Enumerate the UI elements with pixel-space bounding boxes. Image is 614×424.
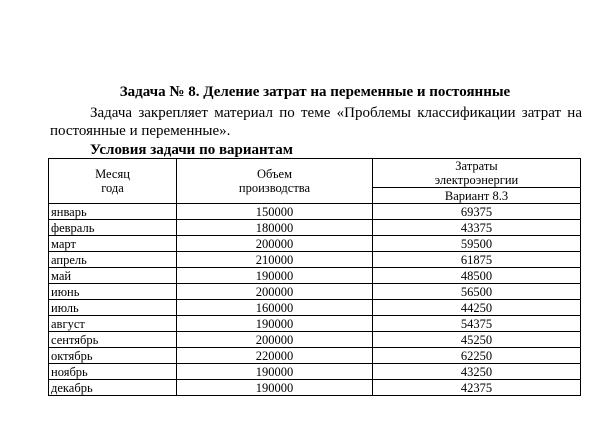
month-cell: май [49,268,177,284]
header-cost-line-1: Затраты [455,159,498,173]
header-volume-line-2: производства [238,181,311,195]
month-cell: ноябрь [49,364,177,380]
month-cell: январь [49,204,177,220]
cost-cell: 69375 [373,204,581,220]
cost-cell: 44250 [373,300,581,316]
volume-cell: 190000 [177,268,373,284]
table-row [49,316,581,332]
cost-cell: 43250 [373,364,581,380]
table-body [49,204,581,396]
volume-cell: 200000 [177,332,373,348]
header-volume [177,159,373,204]
volume-cell: 190000 [177,364,373,380]
volume-cell: 210000 [177,252,373,268]
task-title: Задача № 8. Деление затрат на переменные и постоянные [119,84,511,100]
task-description: Задача закрепляет материал по теме «Проблемы классификации затрат на постоянные и переменные». [50,105,582,139]
cost-cell: 54375 [373,316,581,332]
volume-cell: 200000 [177,284,373,300]
conditions-subtitle: Условия задачи по вариантам [90,142,293,158]
cost-cell: 62250 [373,348,581,364]
table-row [49,268,581,284]
table-header-row [49,159,581,188]
month-cell: июнь [49,284,177,300]
header-month-line-1: Месяц [95,167,130,181]
volume-cell: 200000 [177,236,373,252]
volume-cell: 190000 [177,316,373,332]
header-cost-line-2: электроэнергии [434,173,519,187]
month-cell: февраль [49,220,177,236]
table-row [49,236,581,252]
cost-cell: 45250 [373,332,581,348]
volume-cell: 190000 [177,380,373,396]
cost-cell: 59500 [373,236,581,252]
volume-cell: 150000 [177,204,373,220]
table-row [49,252,581,268]
month-cell: октябрь [49,348,177,364]
month-cell: апрель [49,252,177,268]
volume-cell: 160000 [177,300,373,316]
table-row [49,204,581,220]
cost-cell: 43375 [373,220,581,236]
header-month-line-2: года [101,181,124,195]
month-cell: март [49,236,177,252]
month-cell: июль [49,300,177,316]
cost-cell: 61875 [373,252,581,268]
header-month [49,159,177,204]
table-row [49,300,581,316]
table-row [49,220,581,236]
table-row [49,284,581,300]
table-row [49,380,581,396]
header-variant: Вариант 8.3 [373,188,581,204]
cost-cell: 48500 [373,268,581,284]
header-cost [373,159,581,188]
table-row [49,364,581,380]
month-cell: сентябрь [49,332,177,348]
table-row [49,348,581,364]
cost-cell: 56500 [373,284,581,300]
month-cell: август [49,316,177,332]
cost-cell: 42375 [373,380,581,396]
table-row [49,332,581,348]
volume-cell: 220000 [177,348,373,364]
month-cell: декабрь [49,380,177,396]
volume-cell: 180000 [177,220,373,236]
header-volume-line-1: Объем [257,167,292,181]
variant-data-table [48,158,581,396]
